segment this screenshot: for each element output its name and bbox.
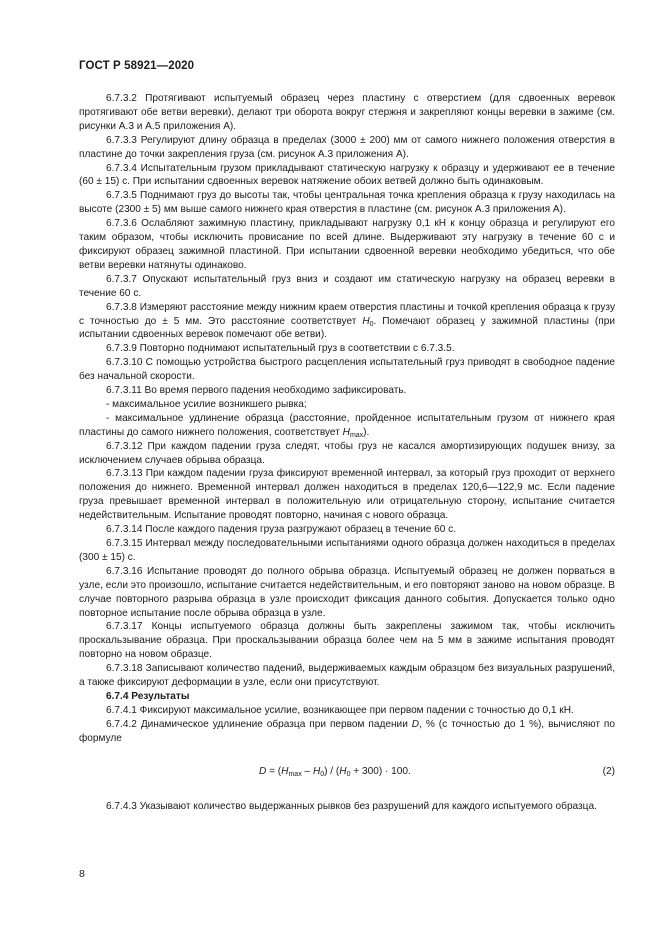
paragraph-6-7-3-4: 6.7.3.4 Испытательным грузом прикладывают статическую нагрузку к образцу и удерживают ее в течение (60 ± 15) с. При испытании сдвоенных веревок натяжение обоих ветвей должно быть одинаковым. [79, 162, 615, 188]
text-segment: ). [363, 426, 370, 438]
paragraph-6-7-3-10: 6.7.3.10 С помощью устройства быстрого расцепления испытательный груз приводят в свободное падение без начальной скорости. [79, 357, 615, 383]
subscript-0: 0 [369, 320, 374, 328]
paragraph-6-7-3-18: 6.7.3.18 Записывают количество падений, выдерживаемых каждым образцом без визуальных разрушений, а также фиксируют деформации в узле, если они присутствуют. [79, 663, 615, 689]
formula-var-h: H [339, 765, 347, 777]
paragraph-6-7-3-5: 6.7.3.5 Поднимают груз до высоты так, чтобы центральная точка крепления образца к грузу находилась на высоте (2300 ± 5) мм выше самого нижнего края отверстия в пластине (см. рисунок А.3 приложения А). [79, 190, 615, 216]
paragraph-6-7-3-7: 6.7.3.7 Опускают испытательный груз вниз и создают им статическую нагрузку на образец веревки в течение 60 с. [79, 273, 615, 299]
paragraph-6-7-3-16: 6.7.3.16 Испытание проводят до полного обрыва образца. Испытуемый образец не должен порваться в узле, если это произошло, испытание считается недействительным, и его повторяют заново на новом образце. В случае повторного разрыва образца в узле происходит фиксация данного события. Допускается только одно повторное испытание после обрыва образца в узле. [79, 565, 615, 619]
paragraph-6-7-4-3: 6.7.4.3 Указывают количество выдержанных рывков без разрушений для каждого испытуемого образца. [106, 800, 597, 812]
text-segment: - максимальное удлинение образца (расстояние, пройденное испытательным грузом от нижнего края пластины до самого нижнего положения, соответствует [79, 412, 615, 438]
formula-sub-0: 0 [346, 770, 351, 778]
text-segment: 6.7.3.8 Измеряют расстояние между нижним краем отверстия пластины и точкой крепления образца к грузу с точностью до ± 5 мм. Это расстояние соответствует [79, 301, 615, 327]
formula-var-h: H [281, 765, 289, 777]
formula-part: = ( [266, 765, 282, 777]
document-header: ГОСТ Р 58921—2020 [79, 60, 195, 72]
text-segment: , % (с точностью до 1 %), вычисляют по формуле [79, 718, 615, 744]
formula-expression [259, 765, 411, 779]
formula-part: + 300) · 100. [350, 765, 411, 777]
formula-number: (2) [602, 765, 615, 777]
section-heading-results: 6.7.4 Результаты [106, 690, 190, 702]
paragraph-6-7-3-9: 6.7.3.9 Повторно поднимают испытательный груз в соответствии с 6.7.3.5. [106, 343, 455, 355]
paragraph-6-7-3-12: 6.7.3.12 При каждом падении груза следят, чтобы груз не касался амортизирующих подушек внизу, за исключением случаев обрыва образца. [79, 440, 615, 466]
paragraph-6-7-3-3: 6.7.3.3 Регулируют длину образца в пределах (3000 ± 200) мм от самого нижнего положения отверстия в пластине до точки закрепления груза (см. рисунок А.3 приложения А). [79, 134, 615, 160]
formula-2 [79, 765, 615, 779]
subscript-max: max [349, 431, 364, 439]
formula-sub-0: 0 [320, 770, 325, 778]
paragraph-6-7-3-8 [79, 301, 615, 343]
paragraph-6-7-3-13: 6.7.3.13 При каждом падении груза фиксируют временной интервал, за который груз проходит от верхнего положения до нижнего. Временной интервал должен находиться в пределах 120,6—122,9 мс. Если падение груза превышает временной интервал в положительную или отрицательную сторону, испытание считается недействительным. Испытание проводят повторно, начиная с нового образца. [79, 468, 615, 522]
list-item-max-elongation [79, 412, 615, 440]
variable-d: D [411, 718, 420, 730]
formula-sub-max: max [288, 770, 302, 778]
paragraph-6-7-3-6: 6.7.3.6 Ослабляют зажимную пластину, прикладывают нагрузку 0,1 кН к концу образца и регулируют его таким образом, чтобы исключить провисание по всей длине. Выдерживают эту нагрузку в течение 60 с и фиксируют образец зажимной пластиной. При испытании сдвоенной веревки необходимо убедиться, что обе ветви веревки натянуты одинаково. [79, 218, 615, 271]
paragraph-6-7-3-11: 6.7.3.11 Во время первого падения необходимо зафиксировать. [106, 385, 407, 397]
paragraph-6-7-4-1: 6.7.4.1 Фиксируют максимальное усилие, возникающее при первом падении с точностью до 0,1 кН. [106, 704, 574, 716]
text-segment: . Помечают образец у зажимной пластины (при испытании сдвоенных веревок помечают обе ветви). [79, 315, 616, 341]
paragraph-6-7-3-17: 6.7.3.17 Концы испытуемого образца должны быть закреплены зажимом так, чтобы исключить проскальзывание образца. При проскальзывании образца более чем на 5 мм в зажиме испытания проводят повторно на новом образце. [79, 621, 615, 661]
page-number: 8 [79, 868, 85, 880]
paragraph-6-7-4-2 [79, 718, 615, 746]
document-body [79, 92, 615, 814]
variable-h: H [362, 315, 370, 327]
formula-part: – [301, 765, 313, 777]
variable-h: H [342, 426, 350, 438]
paragraph-6-7-3-15: 6.7.3.15 Интервал между последовательными испытаниями одного образца должен находиться в пределах (300 ± 15) с. [79, 538, 615, 563]
paragraph-6-7-3-14: 6.7.3.14 После каждого падения груза разгружают образец в течение 60 с. [106, 524, 457, 536]
formula-part: ) / ( [324, 765, 340, 777]
paragraph-6-7-3-2: 6.7.3.2 Протягивают испытуемый образец через пластину с отверстием (для сдвоенных веревок протягивают обе ветви веревки), делают три оборота вокруг стержня и закрепляют концы веревки в зажиме (см. рисунки А.3 и А.5 приложения А). [79, 93, 615, 132]
text-segment: 6.7.4.2 Динамическое удлинение образца при первом падении [106, 718, 412, 730]
formula-var-h: H [312, 765, 321, 777]
formula-var-d: D [259, 765, 267, 777]
list-item-max-force: - максимальное усилие возникшего рывка; [106, 398, 307, 410]
